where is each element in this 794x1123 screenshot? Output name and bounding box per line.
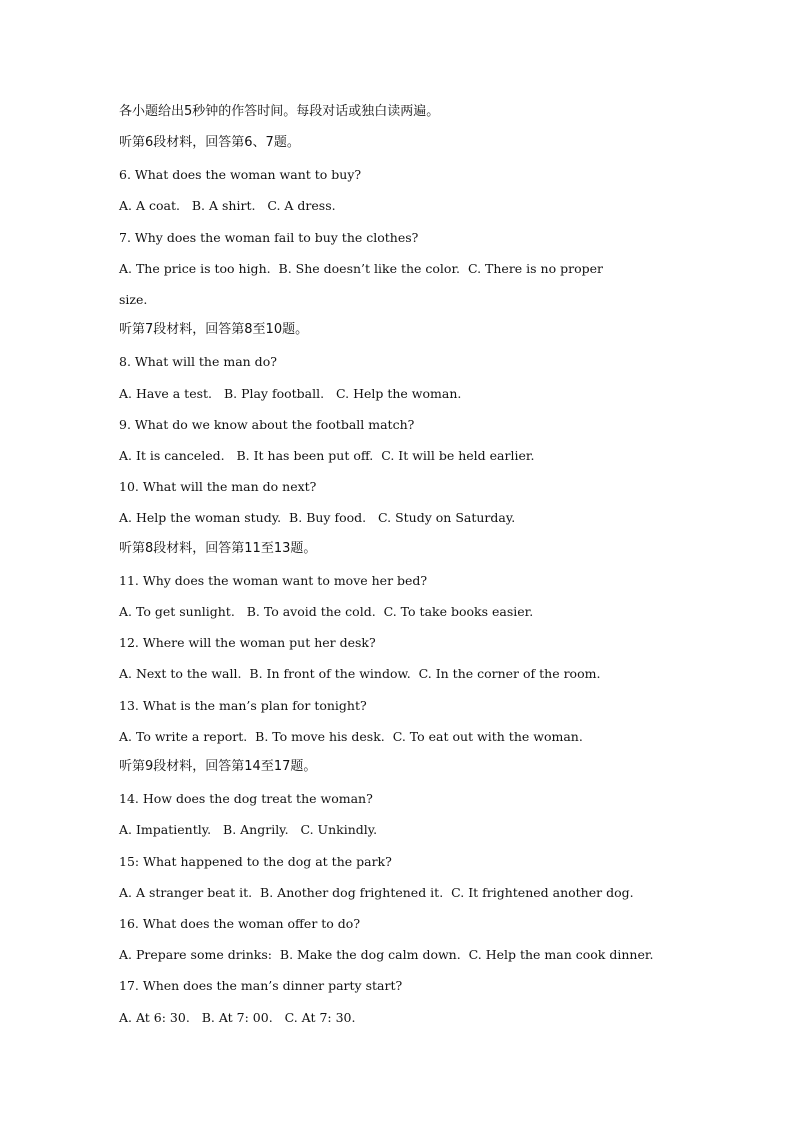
question-6: 6. What does the woman want to buy? (119, 167, 362, 182)
options-7: A. The price is too high. B. She doesn’t like the color. C. There is no proper (119, 261, 603, 276)
options-11: A. To get sunlight. B. To avoid the cold. C. To take books easier. (119, 604, 534, 619)
options-9: A. It is canceled. B. It has been put off. C. It will be held earlier. (119, 448, 535, 463)
question-8: 8. What will the man do? (119, 354, 277, 369)
section-heading-8: 听第8段材料，回答第11至13题。 (119, 541, 317, 556)
options-14: A. Impatiently. B. Angrily. C. Unkindly. (119, 822, 378, 837)
options-10: A. Help the woman study. B. Buy food. C. Study on Saturday. (119, 510, 516, 525)
question-15: 15: What happened to the dog at the park? (119, 854, 392, 869)
question-14: 14. How does the dog treat the woman? (119, 791, 373, 806)
options-15: A. A stranger beat it. B. Another dog frightened it. C. It frightened another dog. (119, 885, 634, 900)
question-17: 17. When does the man’s dinner party start? (119, 978, 403, 993)
options-7-continued: size. (119, 292, 148, 307)
section-heading-6: 听第6段材料，回答第6、7题。 (119, 135, 300, 150)
question-7: 7. Why does the woman fail to buy the clothes? (119, 230, 419, 245)
question-10: 10. What will the man do next? (119, 479, 317, 494)
section-heading-9: 听第9段材料，回答第14至17题。 (119, 759, 317, 774)
options-8: A. Have a test. B. Play football. C. Help the woman. (119, 386, 462, 401)
options-17: A. At 6: 30. B. At 7: 00. C. At 7: 30. (119, 1010, 356, 1025)
question-13: 13. What is the man’s plan for tonight? (119, 698, 367, 713)
question-12: 12. Where will the woman put her desk? (119, 635, 376, 650)
options-13: A. To write a report. B. To move his desk. C. To eat out with the woman. (119, 729, 583, 744)
section-heading-7: 听第7段材料，回答第8至10题。 (119, 322, 309, 337)
question-11: 11. Why does the woman want to move her bed? (119, 573, 428, 588)
options-12: A. Next to the wall. B. In front of the window. C. In the corner of the room. (119, 666, 601, 681)
options-16: A. Prepare some drinks: B. Make the dog calm down. C. Help the man cook dinner. (119, 947, 654, 962)
question-16: 16. What does the woman offer to do? (119, 916, 361, 931)
instruction-line: 各小题给出5秒钟的作答时间。每段对话或独白读两遍。 (119, 104, 440, 119)
options-6: A. A coat. B. A shirt. C. A dress. (119, 198, 336, 213)
question-9: 9. What do we know about the football match? (119, 417, 415, 432)
